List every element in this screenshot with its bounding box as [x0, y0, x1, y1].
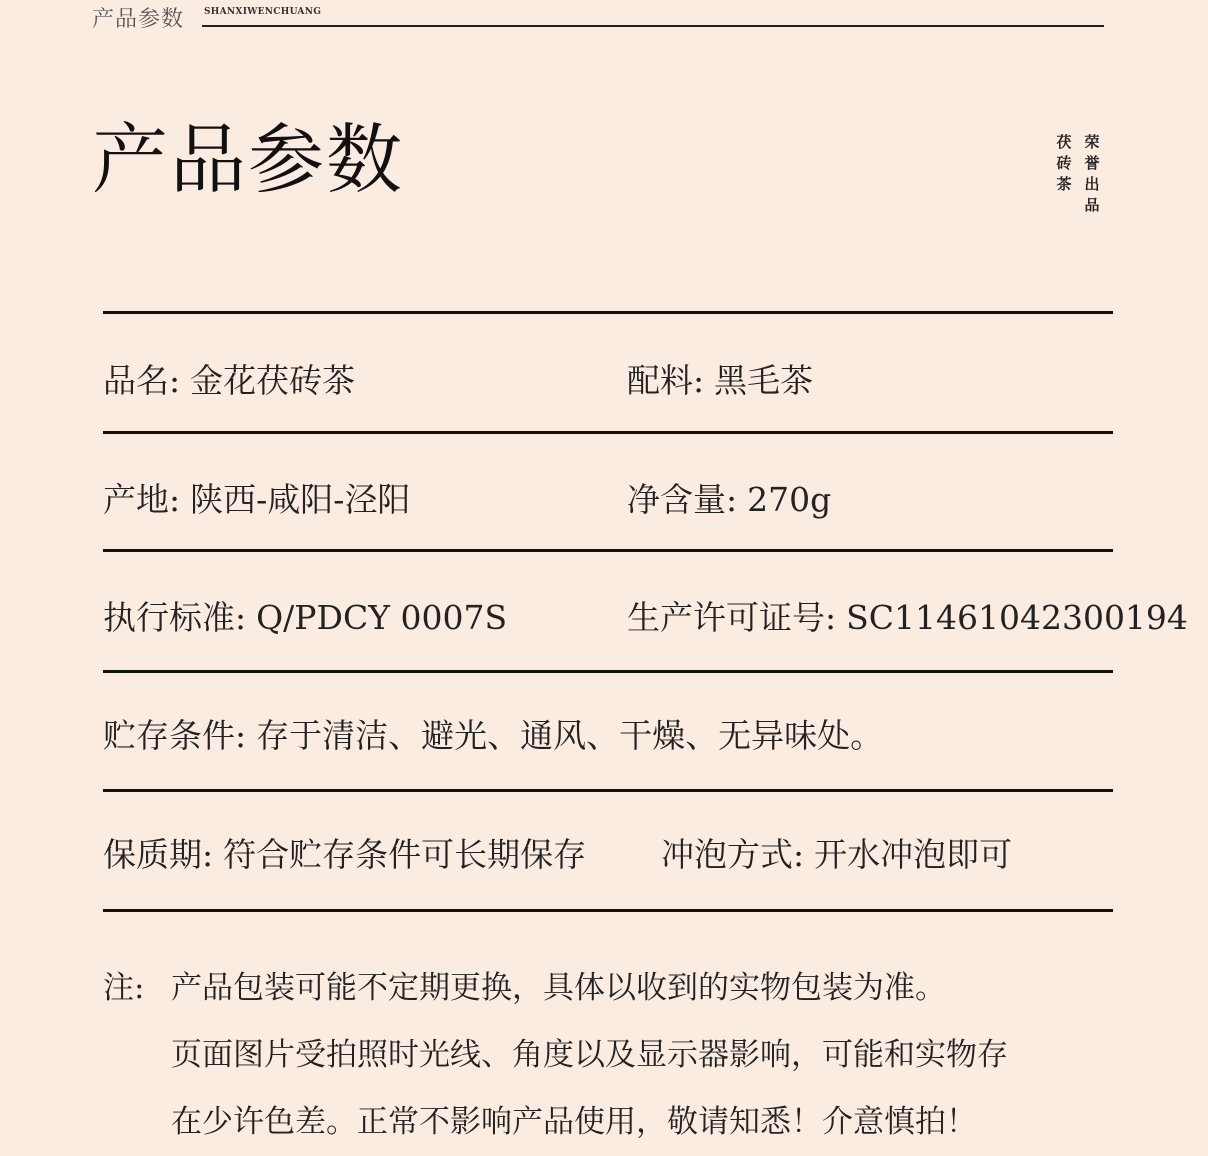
param-label: 冲泡方式: [661, 835, 805, 874]
side-vertical-text-left: 茯砖茶 [1056, 133, 1072, 193]
note-line: 产品包装可能不定期更换，具体以收到的实物包装为准。 [171, 970, 946, 1006]
param-value: SC11461042300194 [846, 598, 1188, 637]
page-title: 产品参数 [92, 115, 404, 204]
param-label: 净含量: [627, 480, 738, 519]
param-name [103, 355, 355, 402]
divider [103, 431, 1113, 434]
param-value: 金花茯砖茶 [190, 361, 356, 400]
top-divider [202, 25, 1104, 27]
divider [103, 311, 1113, 314]
top-header [92, 0, 1104, 32]
divider [103, 909, 1113, 912]
param-value: 存于清洁、避光、通风、干燥、无异味处。 [256, 716, 884, 755]
param-shelf-life [103, 829, 586, 876]
param-storage [103, 710, 883, 757]
note-line: 页面图片受拍照时光线、角度以及显示器影响，可能和实物存 [171, 1037, 1008, 1073]
param-label: 保质期: [103, 835, 214, 874]
param-net-weight [627, 474, 831, 521]
divider [103, 549, 1113, 552]
param-license [627, 592, 1188, 639]
side-vertical-text-right: 荣誉出品 [1084, 133, 1100, 214]
note-label: 注: [103, 970, 145, 1006]
param-label: 配料: [627, 361, 705, 400]
param-origin [103, 474, 410, 521]
param-value: 270g [747, 480, 832, 519]
param-label: 生产许可证号: [627, 598, 837, 637]
param-label: 执行标准: [103, 598, 247, 637]
param-value: 开水冲泡即可 [814, 835, 1013, 874]
divider [103, 670, 1113, 673]
param-ingredient [627, 355, 813, 402]
top-small-title: 产品参数 [92, 7, 185, 32]
param-standard [103, 592, 507, 639]
param-value: 黑毛茶 [714, 361, 814, 400]
param-value: Q/PDCY 0007S [256, 598, 508, 637]
note-line: 在少许色差。正常不影响产品使用，敬请知悉！介意慎拍！ [171, 1104, 977, 1140]
param-brew [661, 829, 1012, 876]
param-value: 陕西-咸阳-泾阳 [190, 480, 411, 519]
param-label: 产地: [103, 480, 181, 519]
param-value: 符合贮存条件可长期保存 [223, 835, 587, 874]
param-label: 品名: [103, 361, 181, 400]
param-label: 贮存条件: [103, 716, 247, 755]
top-small-subtitle: SHANXIWENCHUANG [204, 7, 322, 17]
divider [103, 789, 1113, 792]
